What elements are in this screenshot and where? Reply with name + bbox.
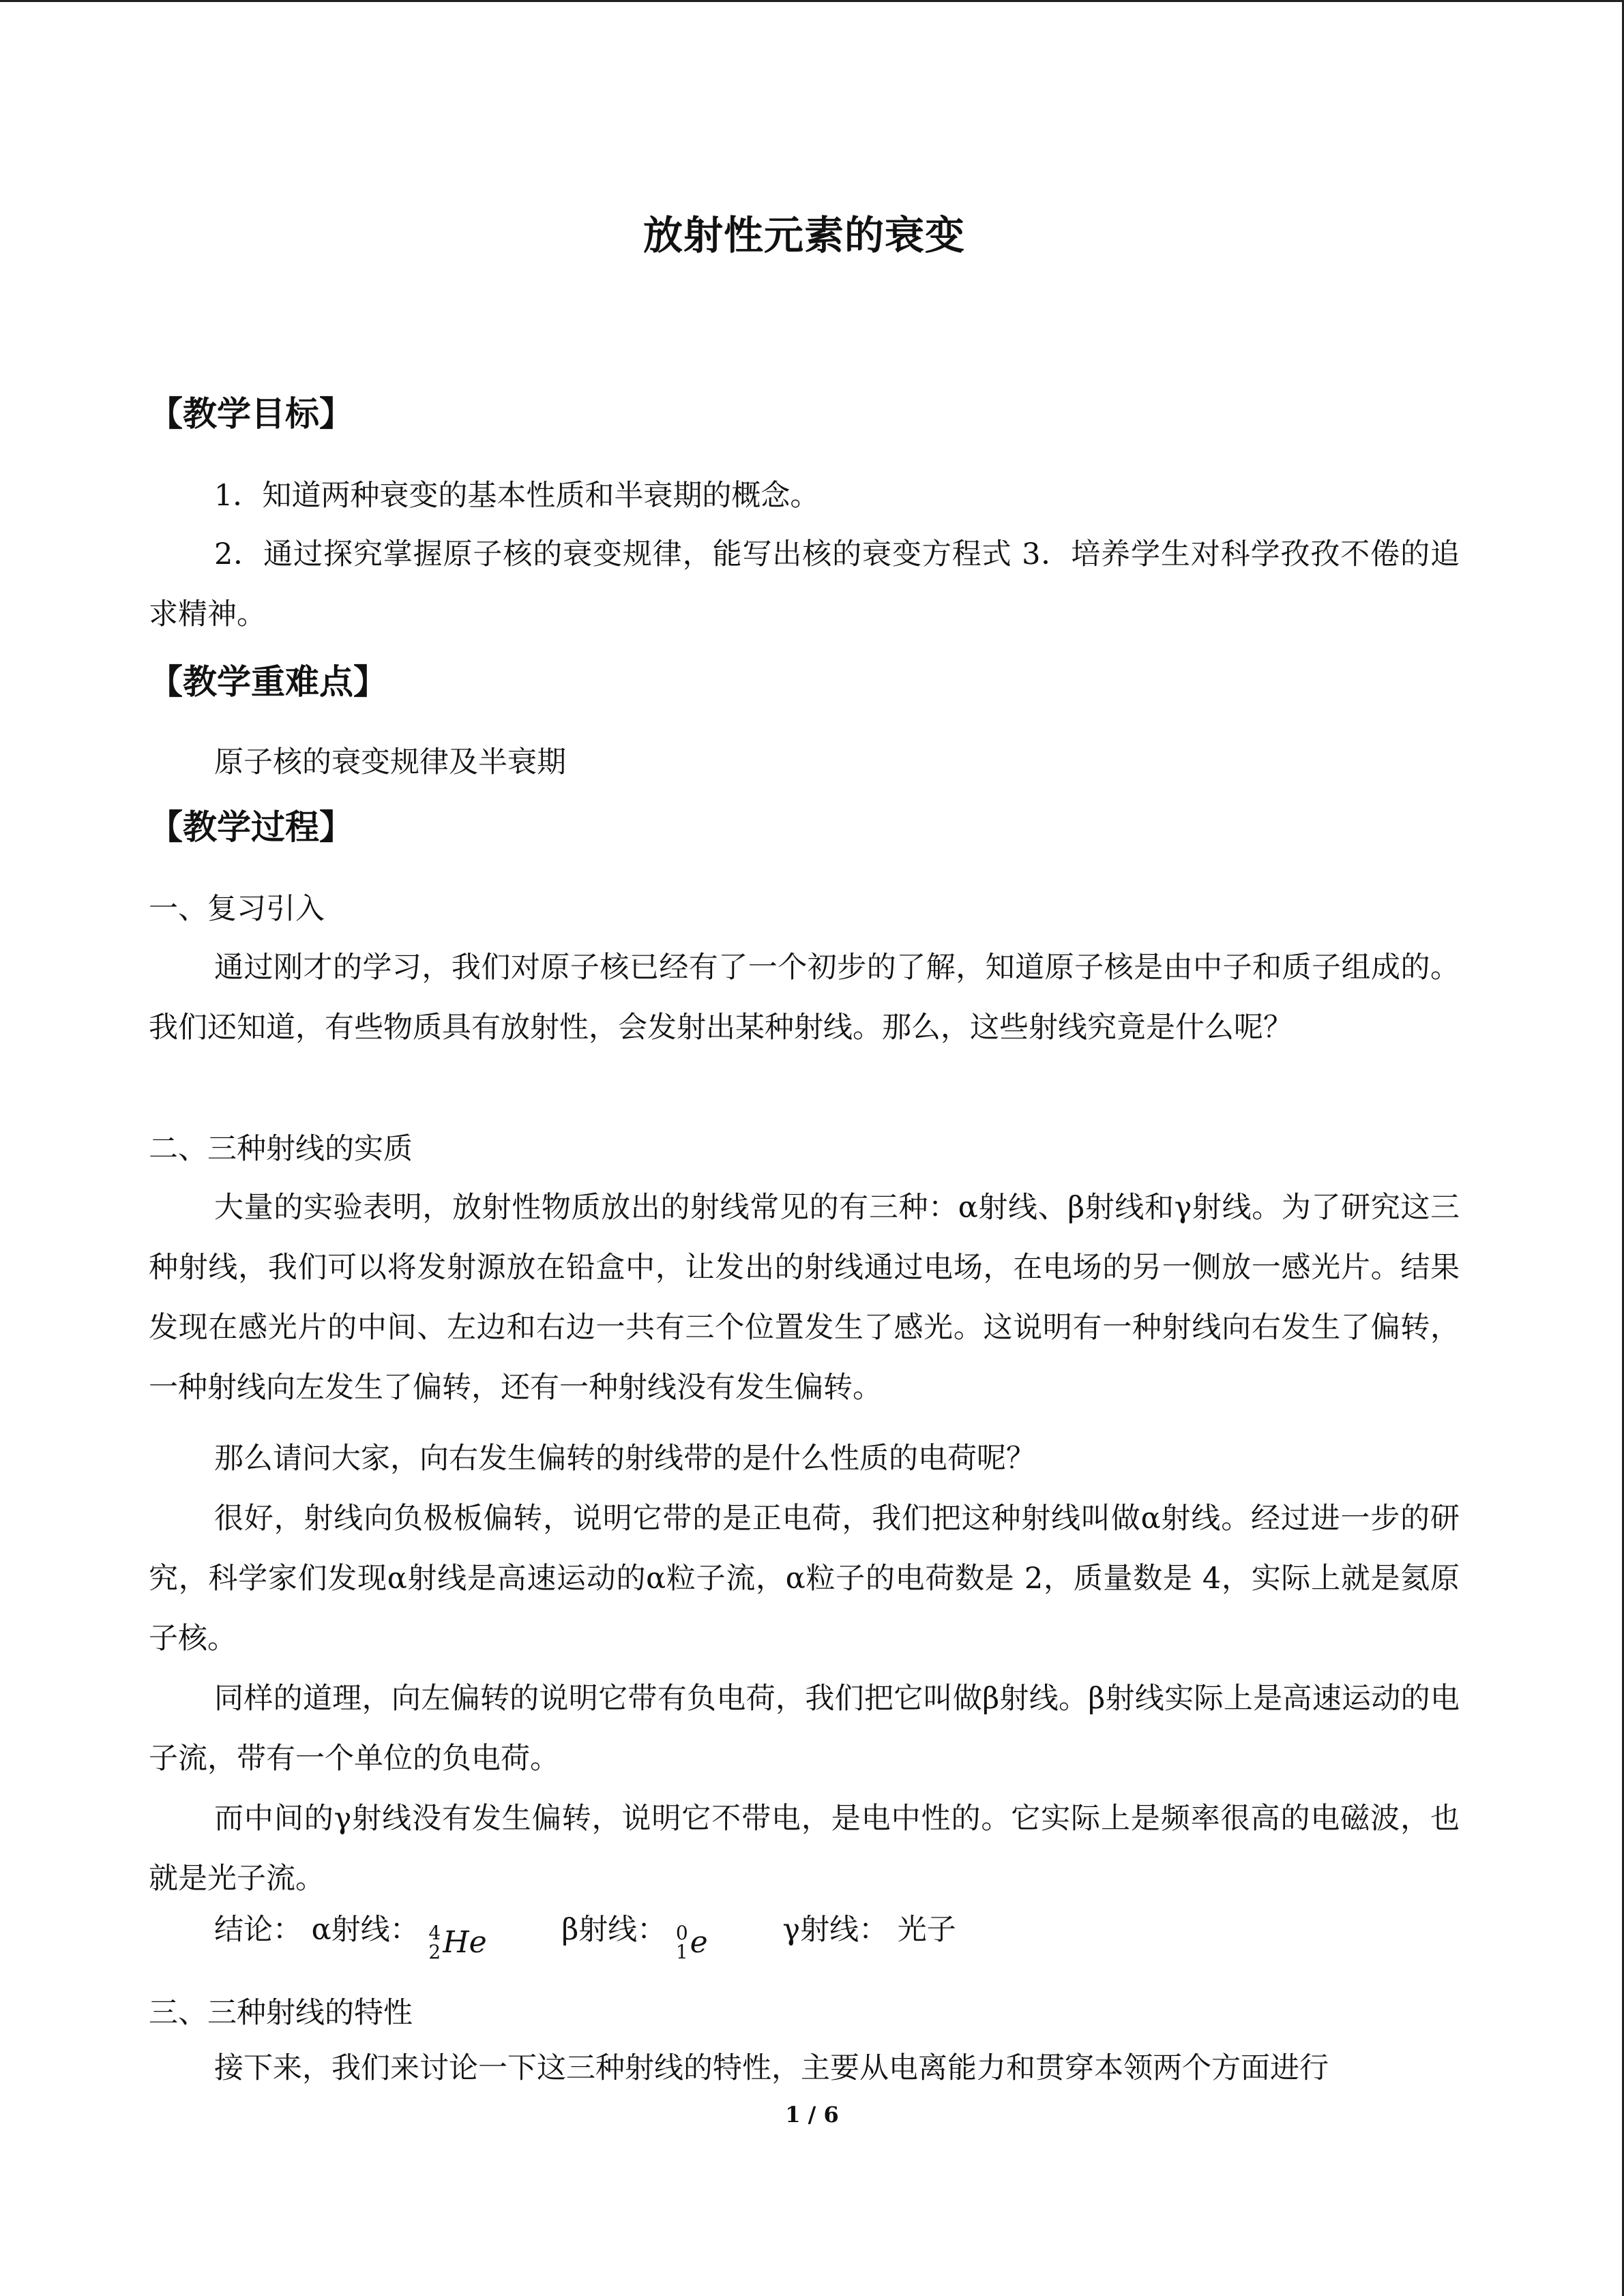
paragraph-question: 那么请问大家，向右发生偏转的射线带的是什么性质的电荷呢？ xyxy=(214,1442,1035,1476)
paragraph-alpha: 很好，射线向负极板偏转，说明它带的是正电荷，我们把这种射线叫做α射线。经过进一步的研究，科学家们发现α射线是高速运动的α粒子流，α粒子的电荷数是 2，质量数是 4，实际上就是氦原子核。 xyxy=(149,1502,1460,1656)
paragraph-gamma: 而中间的γ射线没有发生偏转，说明它不带电，是电中性的。它实际上是频率很高的电磁波，也就是光子流。 xyxy=(149,1802,1460,1896)
document-title: 放射性元素的衰变 xyxy=(643,212,965,258)
helium-symbol: He xyxy=(443,1925,487,1960)
helium-mass-number: 4 xyxy=(428,1922,441,1944)
gamma-label: γ射线： xyxy=(782,1913,889,1947)
subheading-review: 一、复习引入 xyxy=(149,892,325,926)
paragraph-review: 通过刚才的学习，我们对原子核已经有了一个初步的了解，知道原子核是由中子和质子组成的。我们还知道，有些物质具有放射性，会发射出某种射线。那么，这些射线究竟是什么呢？ xyxy=(149,951,1460,1045)
electron-charge-number: 1 xyxy=(675,1941,688,1963)
helium-charge-number: 2 xyxy=(428,1941,441,1963)
section-heading-key-points: 【教学重难点】 xyxy=(149,662,387,702)
subheading-ray-properties: 三、三种射线的特性 xyxy=(149,1996,413,2030)
paragraph-beta: 同样的道理，向左偏转的说明它带有负电荷，我们把它叫做β射线。β射线实际上是高速运动的电子流，带有一个单位的负电荷。 xyxy=(149,1682,1460,1776)
section-heading-process: 【教学过程】 xyxy=(149,807,353,847)
subheading-ray-nature: 二、三种射线的实质 xyxy=(149,1132,413,1166)
beta-label: β射线： xyxy=(561,1913,667,1947)
alpha-label: α射线： xyxy=(311,1913,419,1947)
objective-item-2: 2．通过探究掌握原子核的衰变规律，能写出核的衰变方程式 3．培养学生对科学孜孜不倦的追求精神。 xyxy=(149,537,1460,631)
objective-item-1: 1．知道两种衰变的基本性质和半衰期的概念。 xyxy=(214,479,820,513)
gamma-value: 光子 xyxy=(897,1913,956,1947)
electron-mass-number: 0 xyxy=(675,1922,688,1944)
conclusion-label: 结论： xyxy=(214,1913,302,1947)
paragraph-three-rays: 大量的实验表明，放射性物质放出的射线常见的有三种：α射线、β射线和γ射线。为了研究这三种射线，我们可以将发射源放在铅盒中，让发出的射线通过电场，在电场的另一侧放一感光片。结果发现在感光片的中间、左边和右边一共有三个位置发生了感光。这说明有一种射线向右发生了偏转，一种射线向左发生了偏转，还有一种射线没有发生偏转。 xyxy=(149,1191,1460,1405)
electron-symbol: e xyxy=(690,1925,708,1960)
page-number: 1 / 6 xyxy=(785,2102,839,2128)
helium-nuclide xyxy=(428,1922,486,1963)
electron-nuclide xyxy=(676,1922,708,1963)
paragraph-properties: 接下来，我们来讨论一下这三种射线的特性，主要从电离能力和贯穿本领两个方面进行 xyxy=(214,2051,1329,2085)
conclusion-line xyxy=(214,1909,956,1963)
section-heading-objectives: 【教学目标】 xyxy=(149,394,353,434)
key-points-text: 原子核的衰变规律及半衰期 xyxy=(214,745,566,779)
